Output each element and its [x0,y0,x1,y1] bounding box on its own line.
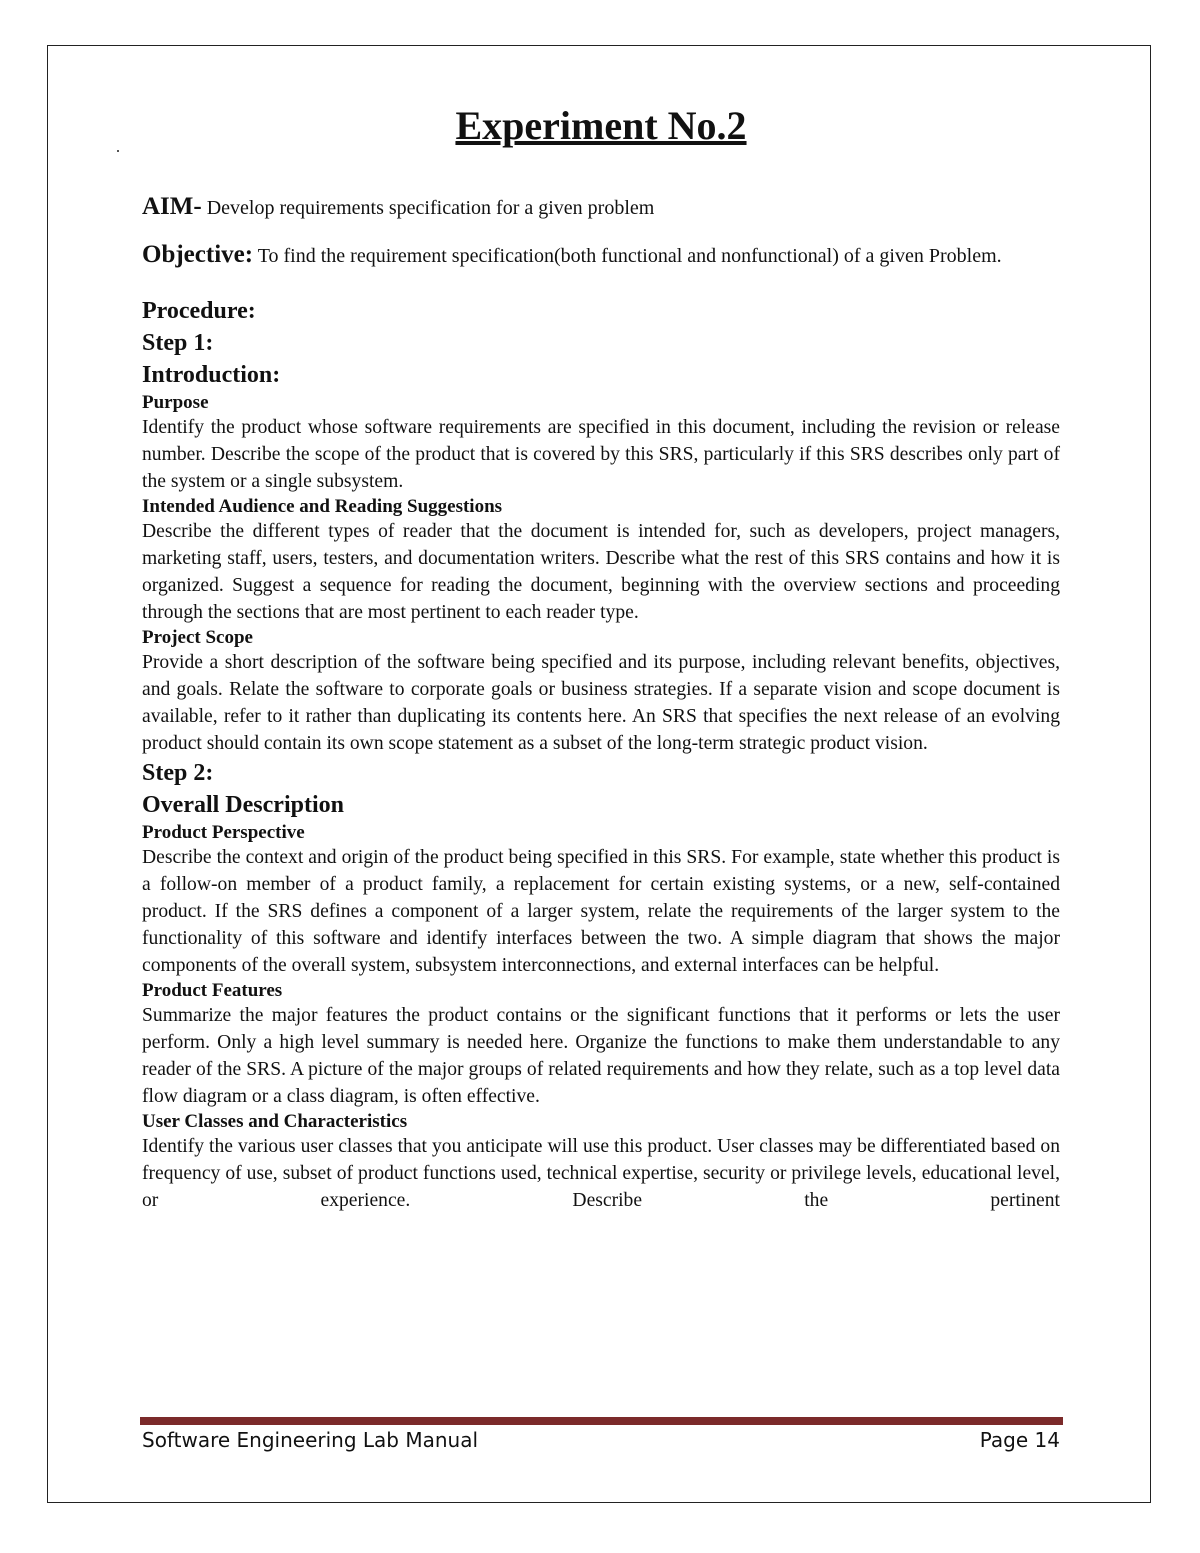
procedure-heading: Procedure: [142,298,256,324]
features-heading: Product Features [142,980,283,1001]
objective-line [142,241,1060,270]
overall-description-heading: Overall Description [142,792,344,818]
scope-text: Provide a short description of the software being specified and its purpose, including relevant benefits, objectives, and goals. Relate the software to corporate goals or business strategies. If a separate vision and scope document is available, refer to it rather than duplicating its contents here. An SRS that specifies the next release of an evolving product should contain its own scope statement as a subset of the long-term strategic product vision. [142,652,1060,754]
userclasses-text: Identify the various user classes that you anticipate will use this product. User classes may be differentiated based on frequency of use, subset of product functions used, technical expertise, security or privilege levels, educational level, or experience. Describe the pertinent [142,1136,1060,1211]
objective-label: Objective: [142,241,254,268]
scope-heading: Project Scope [142,627,253,648]
footer-divider [140,1417,1063,1425]
aim-line [142,194,1060,221]
perspective-heading: Product Perspective [142,822,305,843]
step2-label: Step 2: [142,760,214,786]
footer-page-number: Page 14 [979,1428,1060,1452]
audience-text: Describe the different types of reader that the document is intended for, such as developers, project managers, marketing staff, users, testers, and documentation writers. Describe what the rest of this SRS contains and how it is organized. Suggest a sequence for reading the document, beginning with the overview sections and proceeding through the sections that are most pertinent to each reader type. [142,521,1060,623]
footer-manual-title: Software Engineering Lab Manual [142,1428,479,1452]
purpose-text: Identify the product whose software requirements are specified in this document, including the revision or release number. Describe the scope of the product that is covered by this SRS, particularly if this SRS describes only part of the system or a single subsystem. [142,417,1060,492]
userclasses-heading: User Classes and Characteristics [142,1111,408,1132]
audience-heading: Intended Audience and Reading Suggestions [142,496,503,517]
step1-label: Step 1: [142,330,214,356]
procedure-section [142,295,1060,1214]
purpose-heading: Purpose [142,392,209,413]
perspective-text: Describe the context and origin of the product being specified in this SRS. For example, state whether this product is a follow-on member of a product family, a replacement for certain existing systems, or a new, self-contained product. If the SRS defines a component of a larger system, relate the requirements of the larger system to the functionality of this software and identify interfaces between the two. A simple diagram that shows the major components of the overall system, subsystem interconnections, and external interfaces can be helpful. [142,847,1060,976]
features-text: Summarize the major features the product contains or the significant functions that it performs or lets the user perform. Only a high level summary is needed here. Organize the functions to make them understandable to any reader of the SRS. A picture of the major groups of related requirements and how they relate, such as a top level data flow diagram or a class diagram, is often effective. [142,1005,1060,1107]
aim-text: Develop requirements specification for a given problem [201,197,655,219]
objective-text: To find the requirement specification(both functional and nonfunctional) of a given Problem. [253,245,1002,267]
page-footer [142,1428,1060,1452]
aim-label: AIM- [142,193,202,220]
stray-mark [117,150,119,152]
introduction-heading: Introduction: [142,362,281,388]
document-body [142,100,1060,1214]
page-title: Experiment No.2 [455,103,747,148]
